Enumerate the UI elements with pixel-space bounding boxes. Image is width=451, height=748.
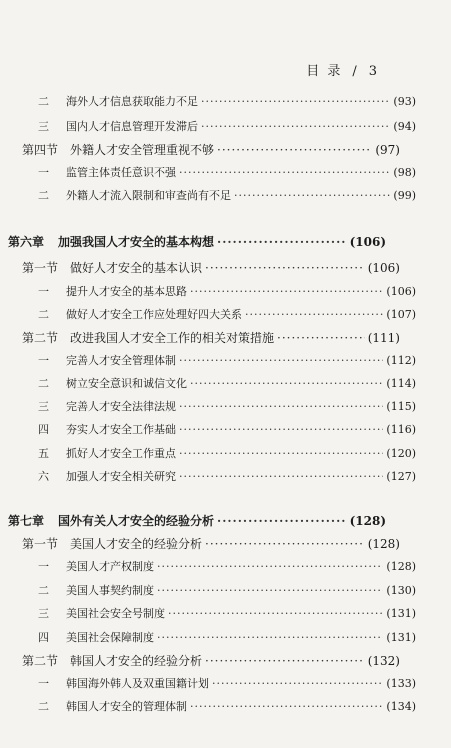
toc-entry-page: (114): [386, 377, 416, 390]
toc-entry-page: (106): [386, 285, 416, 298]
toc-entry: [0, 163, 416, 183]
toc-entry: [0, 258, 400, 278]
toc-entry-title: 海外人才信息获取能力不足: [66, 95, 198, 108]
toc-entry-page: (94): [393, 120, 416, 133]
toc-entry-number: 四: [38, 423, 49, 436]
toc-leader-dots: [190, 374, 383, 394]
toc-entry-number: 二: [38, 308, 49, 321]
toc-entry-title: 夯实人才安全工作基础: [66, 423, 176, 436]
toc-leader-dots: [179, 467, 383, 487]
toc-entry-title: 做好人才安全的基本认识: [70, 261, 203, 275]
toc-leader-dots: [212, 674, 383, 694]
toc-entry-number: 一: [38, 677, 49, 690]
toc-entry: [0, 374, 416, 394]
toc-entry-number: 第七章: [8, 514, 45, 528]
toc-entry-page: (99): [393, 189, 416, 202]
toc-leader-dots: [179, 444, 383, 464]
toc-entry-title: 美国人才安全的经验分析: [70, 537, 203, 551]
toc-entry: [0, 282, 416, 302]
toc-entry-title: 国内人才信息管理开发滞后: [66, 120, 198, 133]
page-header: [306, 60, 379, 79]
toc-entry: [0, 511, 386, 531]
toc-entry-title: 完善人才安全管理体制: [66, 354, 176, 367]
toc-entry: [0, 232, 386, 252]
toc-entry-number: 第一节: [22, 537, 59, 551]
toc-leader-dots: [190, 697, 383, 717]
toc-entry-page: (127): [386, 470, 416, 483]
toc-entry-title: 国外有关人才安全的经验分析: [58, 514, 215, 528]
toc-entry-number: 三: [38, 120, 49, 133]
toc-entry-page: (132): [367, 654, 400, 668]
toc-entry-page: (133): [386, 677, 416, 690]
toc-entry-number: 六: [38, 470, 49, 483]
toc-entry-title: 外籍人才安全管理重视不够: [70, 143, 215, 157]
toc-leader-dots: [277, 328, 365, 348]
toc-entry-page: (106): [349, 235, 386, 249]
toc-entry-title: 改进我国人才安全工作的相关对策措施: [70, 331, 275, 345]
toc-entry: [0, 604, 416, 624]
toc-entry-number: 一: [38, 285, 49, 298]
toc-entry-number: 二: [38, 700, 49, 713]
toc-entry: [0, 697, 416, 717]
toc-entry-page: (112): [386, 354, 416, 367]
toc-entry-page: (134): [386, 700, 416, 713]
toc-leader-dots: [217, 232, 347, 252]
toc-entry: [0, 420, 416, 440]
toc-entry-number: 五: [38, 447, 49, 460]
toc-entry-page: (131): [386, 607, 416, 620]
toc-leader-dots: [190, 282, 383, 302]
toc-leader-dots: [179, 420, 383, 440]
toc-entry-title: 提升人才安全的基本思路: [66, 285, 187, 298]
toc-entry-number: 第二节: [22, 331, 59, 345]
toc-entry-title: 做好人才安全工作应处理好四大关系: [66, 308, 242, 321]
toc-leader-dots: [234, 186, 390, 206]
toc-entry-title: 加强人才安全相关研究: [66, 470, 176, 483]
toc-entry: [0, 534, 400, 554]
toc-entry-title: 抓好人才安全工作重点: [66, 447, 176, 460]
toc-entry-page: (128): [367, 537, 400, 551]
toc-entry-title: 韩国海外韩人及双重国籍计划: [66, 677, 209, 690]
toc-entry: [0, 351, 416, 371]
toc-leader-dots: [201, 92, 390, 112]
toc-entry-title: 美国社会保障制度: [66, 631, 154, 644]
toc-leader-dots: [217, 140, 372, 160]
toc-entry-page: (131): [386, 631, 416, 644]
toc-leader-dots: [245, 305, 383, 325]
toc-entry: [0, 557, 416, 577]
toc-leader-dots: [157, 628, 383, 648]
toc-entry-number: 二: [38, 584, 49, 597]
toc-entry-title: 韩国人才安全的经验分析: [70, 654, 203, 668]
toc-entry: [0, 444, 416, 464]
toc-entry-page: (120): [386, 447, 416, 460]
toc-entry-number: 一: [38, 166, 49, 179]
toc-entry-title: 树立安全意识和诚信文化: [66, 377, 187, 390]
toc-entry-page: (98): [393, 166, 416, 179]
toc-entry-number: 第四节: [22, 143, 59, 157]
toc-entry-page: (115): [386, 400, 416, 413]
toc-entry-number: 三: [38, 607, 49, 620]
toc-entry: [0, 651, 400, 671]
toc-entry-number: 一: [38, 560, 49, 573]
toc-leader-dots: [168, 604, 383, 624]
toc-entry-page: (93): [393, 95, 416, 108]
toc-leader-dots: [205, 651, 365, 671]
header-slash: /: [352, 64, 359, 79]
toc-leader-dots: [217, 511, 347, 531]
toc-entry: [0, 117, 416, 137]
toc-entry-title: 美国人才产权制度: [66, 560, 154, 573]
toc-leader-dots: [179, 397, 383, 417]
toc-entry: [0, 186, 416, 206]
toc-entry: [0, 92, 416, 112]
toc-leader-dots: [179, 351, 383, 371]
toc-entry-title: 加强我国人才安全的基本构想: [58, 235, 215, 249]
toc-entry-number: 三: [38, 400, 49, 413]
toc-entry: [0, 674, 416, 694]
toc-entry-number: 第二节: [22, 654, 59, 668]
toc-entry-title: 外籍人才流入限制和审查尚有不足: [66, 189, 231, 202]
toc-entry-page: (106): [367, 261, 400, 275]
toc-entry-number: 二: [38, 95, 49, 108]
toc-entry-page: (128): [386, 560, 416, 573]
toc-leader-dots: [157, 581, 383, 601]
toc-entry-title: 韩国人才安全的管理体制: [66, 700, 187, 713]
toc-entry: [0, 305, 416, 325]
header-page-number: 3: [368, 64, 379, 79]
toc-leader-dots: [157, 557, 383, 577]
toc-entry: [0, 628, 416, 648]
toc-entry-number: 一: [38, 354, 49, 367]
toc-entry: [0, 140, 400, 160]
toc-entry-page: (111): [367, 331, 400, 345]
toc-entry-page: (97): [375, 143, 400, 157]
toc-entry-title: 美国人事契约制度: [66, 584, 154, 597]
toc-entry-number: 四: [38, 631, 49, 644]
toc-entry-number: 二: [38, 377, 49, 390]
toc-entry: [0, 397, 416, 417]
toc-leader-dots: [205, 534, 365, 554]
toc-entry: [0, 581, 416, 601]
header-title: 目 录: [306, 64, 343, 79]
toc-entry: [0, 328, 400, 348]
toc-entry-page: (116): [386, 423, 416, 436]
toc-leader-dots: [179, 163, 390, 183]
toc-entry-page: (107): [386, 308, 416, 321]
toc-entry: [0, 467, 416, 487]
toc-leader-dots: [205, 258, 365, 278]
toc-entry-number: 第六章: [8, 235, 45, 249]
toc-entry-number: 第一节: [22, 261, 59, 275]
toc-entry-page: (128): [349, 514, 386, 528]
toc-entry-title: 完善人才安全法律法规: [66, 400, 176, 413]
toc-entry-title: 美国社会安全号制度: [66, 607, 165, 620]
toc-entry-page: (130): [386, 584, 416, 597]
toc-entry-title: 监管主体责任意识不强: [66, 166, 176, 179]
toc-entry-number: 二: [38, 189, 49, 202]
toc-leader-dots: [201, 117, 390, 137]
